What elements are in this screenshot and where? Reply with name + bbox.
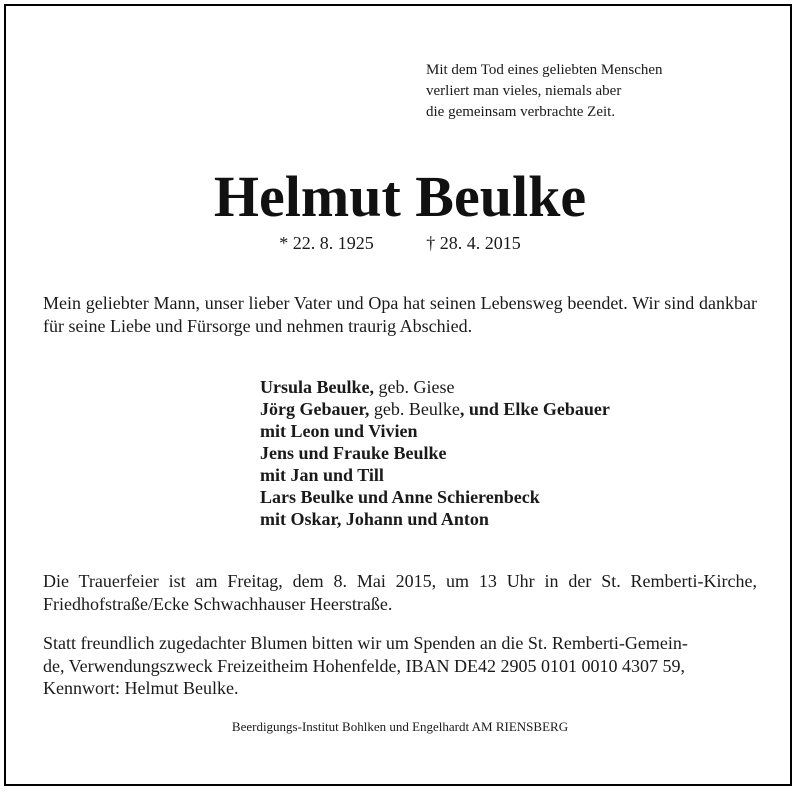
mourner-name: Jörg Gebauer, bbox=[260, 399, 370, 419]
motto-line-1: Mit dem Tod eines geliebten Menschen bbox=[426, 62, 663, 78]
announcement-text: Mein geliebter Mann, unser lieber Vater und Opa hat seinen Lebensweg beendet. Wir sind dankbar für seine Liebe und Fürsorge und nehmen traurig Abschied. bbox=[43, 293, 757, 336]
mourners-list bbox=[260, 376, 610, 530]
mourner-line bbox=[260, 398, 610, 420]
motto-line-2: verliert man vieles, niemals aber bbox=[426, 83, 622, 99]
mourner-line: Jens und Frauke Beulke bbox=[260, 443, 447, 463]
donation-text bbox=[43, 632, 757, 700]
life-dates bbox=[0, 232, 800, 254]
mourner-partner: , und Elke Gebauer bbox=[459, 399, 610, 419]
motto-line-3: die gemeinsam verbrachte Zeit. bbox=[426, 104, 616, 120]
mourner-name: Ursula Beulke, bbox=[260, 377, 375, 397]
funeral-home: Beerdigungs-Institut Bohlken und Engelhardt AM RIENSBERG bbox=[231, 719, 569, 734]
mourner-line: mit Leon und Vivien bbox=[260, 421, 418, 441]
mourner-note: geb. Beulke bbox=[369, 399, 460, 419]
mourner-line bbox=[260, 376, 610, 398]
birth-date: * 22. 8. 1925 bbox=[279, 233, 374, 253]
mourner-line: mit Oskar, Johann und Anton bbox=[260, 509, 489, 529]
donation-line-2: de, Verwendungszweck Freizeitheim Hohenfelde, IBAN DE42 2905 0101 0010 4307 59, bbox=[43, 655, 686, 676]
mourner-note: geb. Giese bbox=[374, 377, 455, 397]
ceremony-text: Die Trauerfeier ist am Freitag, dem 8. Mai 2015, um 13 Uhr in der St. Remberti-Kirche, Friedhofstraße/Ecke Schwachhauser Heerstraße. bbox=[43, 571, 757, 614]
mourner-line: mit Jan und Till bbox=[260, 465, 384, 485]
mourner-line: Lars Beulke und Anne Schierenbeck bbox=[260, 487, 540, 507]
deceased-name: Helmut Beulke bbox=[213, 164, 587, 229]
donation-line-1: Statt freundlich zugedachter Blumen bitten wir um Spenden an die St. Remberti-Gemein- bbox=[43, 633, 688, 653]
death-date: † 28. 4. 2015 bbox=[426, 233, 521, 253]
donation-line-3: Kennwort: Helmut Beulke. bbox=[43, 678, 239, 698]
motto-quote bbox=[426, 60, 663, 123]
